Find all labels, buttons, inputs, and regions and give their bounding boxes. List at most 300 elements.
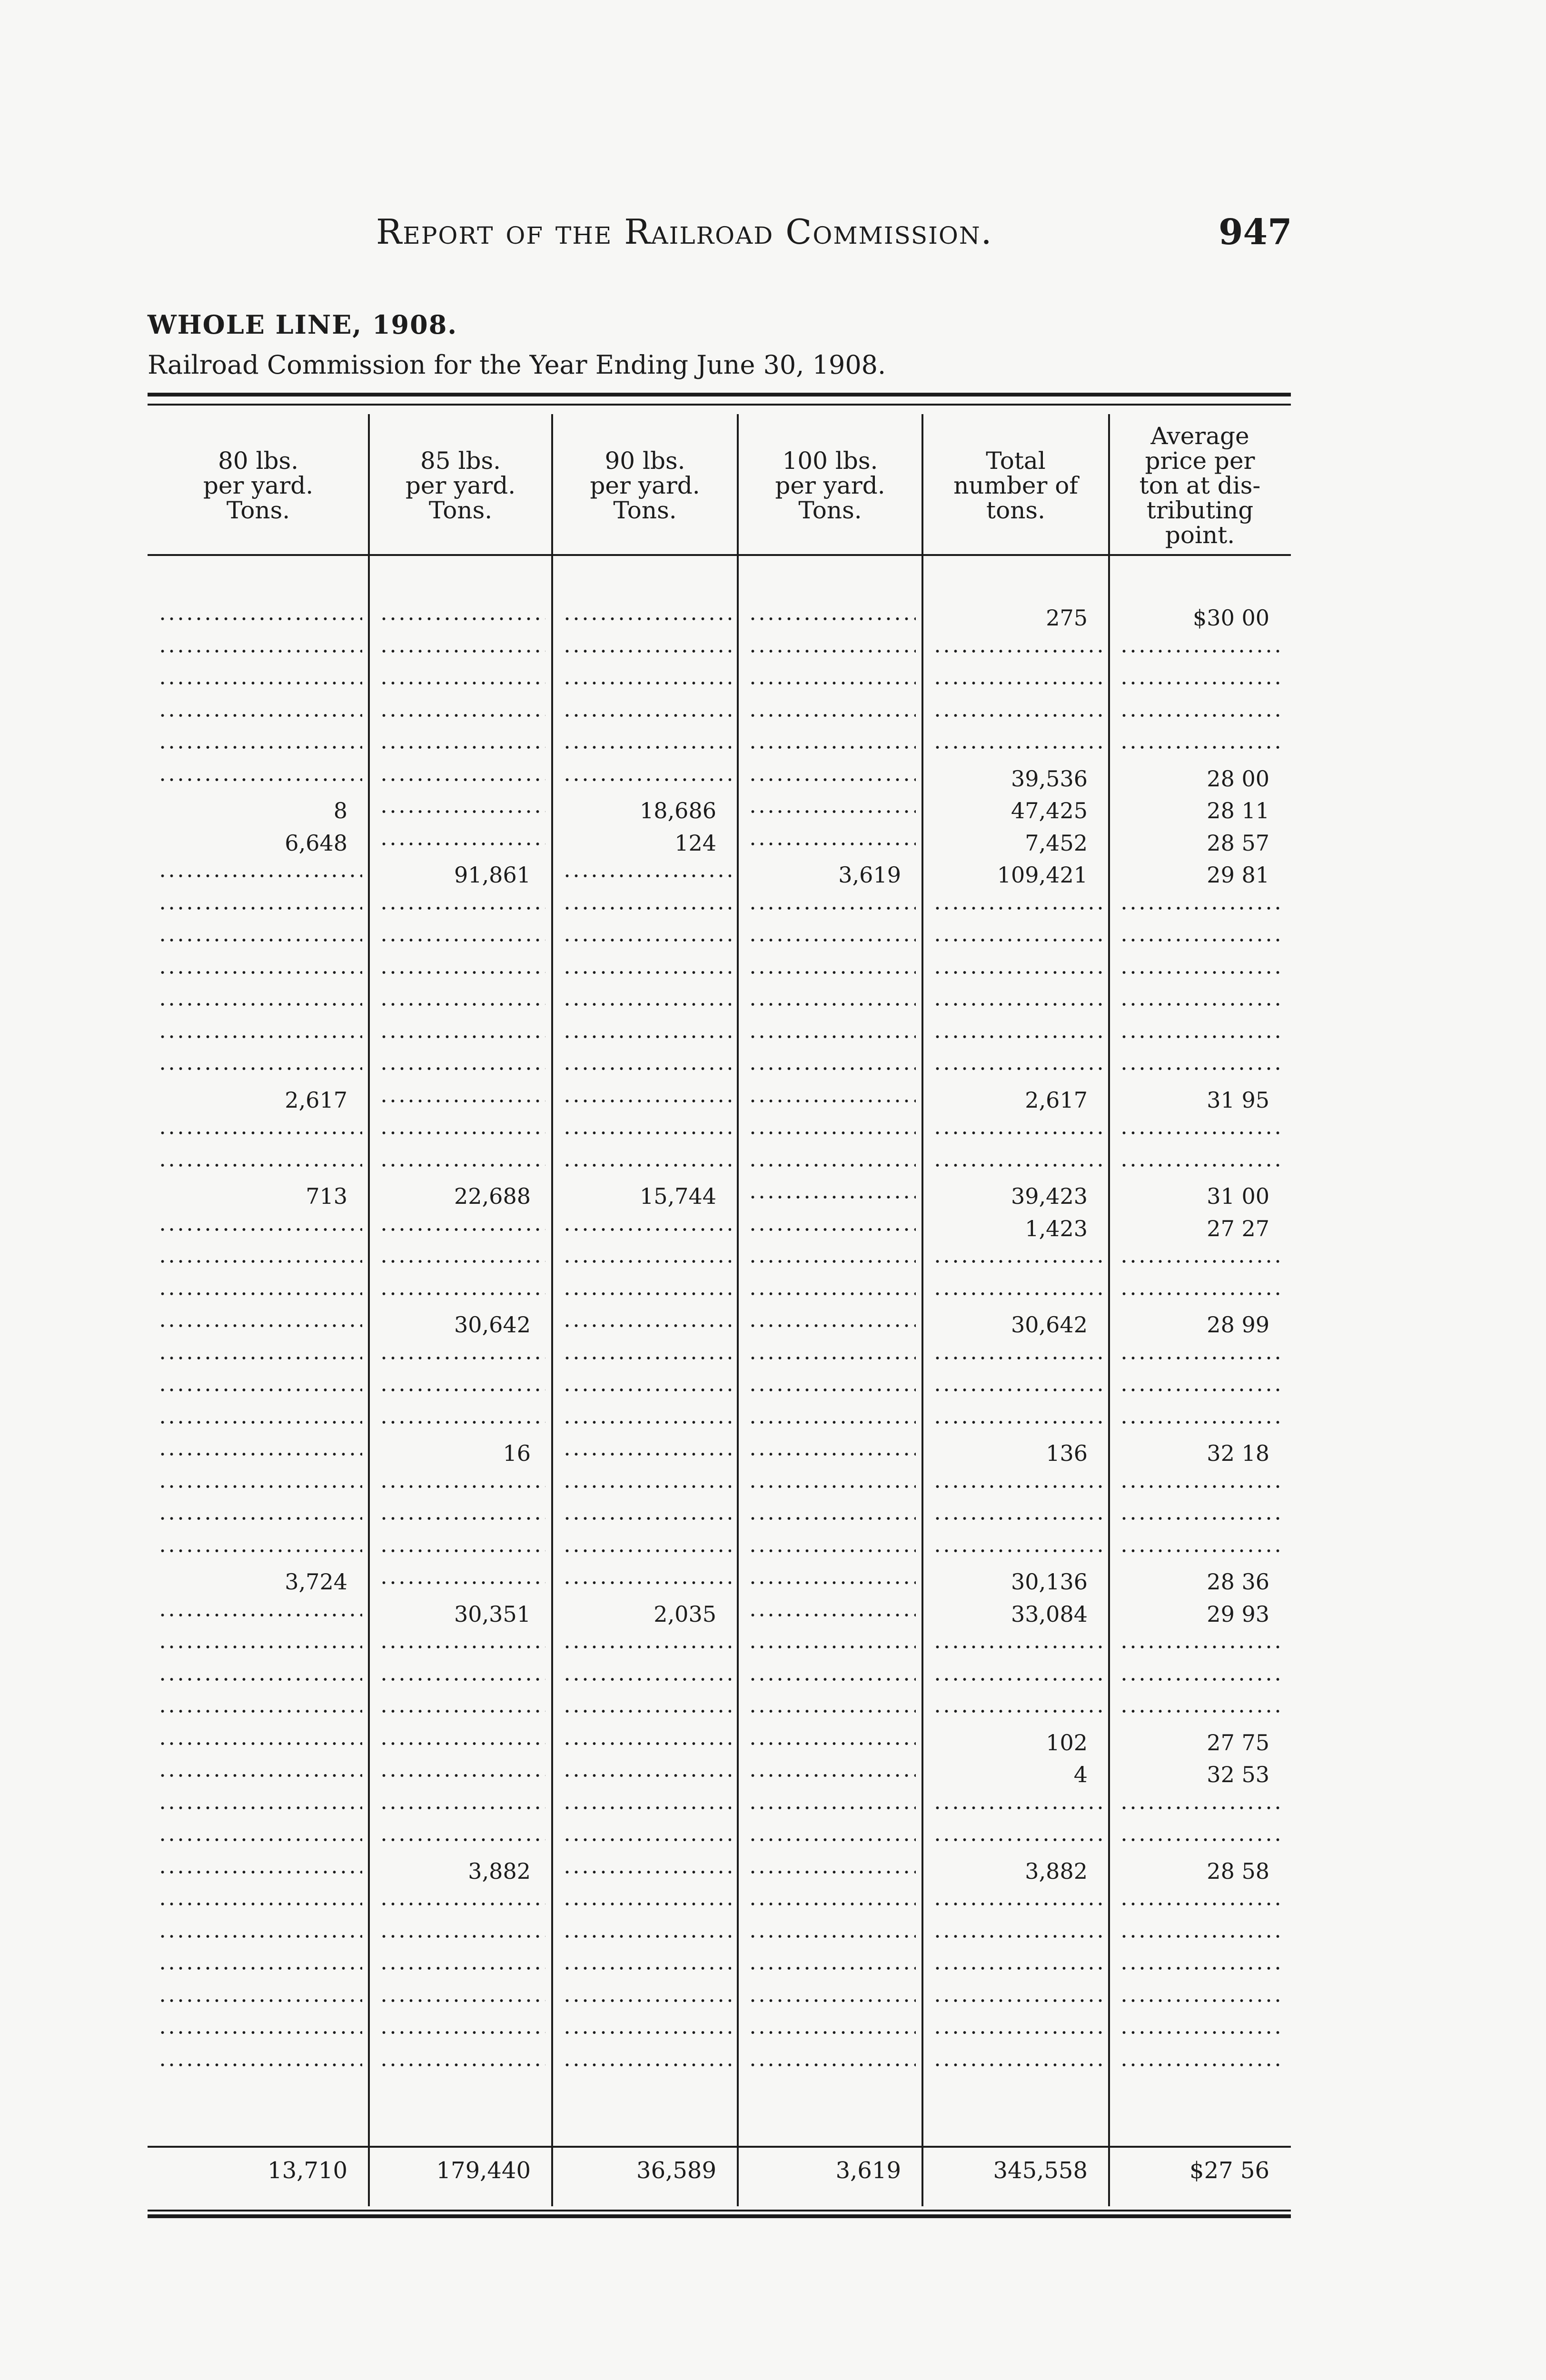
dot-leader: [748, 1646, 916, 1648]
bottom-double-rule-lower: [148, 2214, 1291, 2218]
column-header-3: 90 lbs. per yard. Tons.: [590, 447, 700, 524]
dot-leader-dots: [158, 1999, 362, 2002]
dot-leader: [379, 1131, 545, 1134]
dot-leader: [158, 1485, 362, 1488]
dot-leader: [933, 2031, 1102, 2034]
dot-leader-dots: [158, 1357, 362, 1359]
dot-leader: [933, 714, 1102, 717]
dot-leader-dots: [1120, 939, 1284, 942]
dot-leader-dots: [158, 1164, 362, 1167]
dot-leader-dots: [379, 650, 545, 653]
dot-leader: [933, 907, 1102, 910]
dot-leader: [158, 1710, 362, 1713]
dot-leader: [748, 1678, 916, 1681]
dot-leader: [933, 1806, 1102, 1809]
dot-leader: [563, 1517, 731, 1520]
table-cell: 33,084: [1011, 1601, 1088, 1627]
dot-leader-dots: [563, 1774, 731, 1777]
dot-leader-dots: [748, 1453, 916, 1456]
dot-leader: [379, 1838, 545, 1841]
dot-leader: [1120, 1935, 1284, 1938]
dot-leader-dots: [379, 1260, 545, 1263]
dot-leader-dots: [158, 1485, 362, 1488]
dot-leader-dots: [748, 907, 916, 910]
dot-leader: [1120, 971, 1284, 974]
dot-leader-dots: [379, 1164, 545, 1167]
dot-leader: [379, 1388, 545, 1391]
dot-leader: [1120, 1806, 1284, 1809]
dot-leader: [933, 1935, 1102, 1938]
dot-leader-dots: [748, 714, 916, 717]
page-number: 947: [1219, 212, 1292, 253]
dot-leader-dots: [158, 2063, 362, 2066]
dot-leader: [563, 1421, 731, 1424]
dot-leader: [748, 1228, 916, 1231]
dot-leader-dots: [379, 1100, 545, 1102]
dot-leader: [933, 1646, 1102, 1648]
dot-leader: [158, 1003, 362, 1006]
dot-leader: [748, 1710, 916, 1713]
dot-leader: [158, 714, 362, 717]
dot-leader-dots: [1120, 1003, 1284, 1006]
dot-leader-dots: [379, 1421, 545, 1424]
table-cell: 275: [1046, 605, 1088, 631]
table-cell: 3,619: [838, 862, 901, 888]
dot-leader: [933, 1421, 1102, 1424]
column-divider: [1108, 414, 1110, 2206]
dot-leader: [1120, 1485, 1284, 1488]
dot-leader-dots: [158, 1967, 362, 1970]
dot-leader-dots: [158, 1710, 362, 1713]
dot-leader: [563, 714, 731, 717]
dot-leader-dots: [379, 1517, 545, 1520]
dot-leader-dots: [563, 2063, 731, 2066]
dot-leader-dots: [379, 810, 545, 813]
dot-leader: [563, 1903, 731, 1905]
table-cell: 3,882: [1025, 1858, 1088, 1884]
dot-leader-dots: [748, 682, 916, 684]
dot-leader: [563, 1549, 731, 1552]
dot-leader-dots: [563, 1292, 731, 1295]
dot-leader-dots: [1120, 746, 1284, 749]
table-cell: 4: [1073, 1762, 1088, 1787]
dot-leader: [748, 1485, 916, 1488]
dot-leader-dots: [563, 874, 731, 877]
dot-leader: [748, 810, 916, 813]
dot-leader-dots: [1120, 1549, 1284, 1552]
dot-leader: [379, 1164, 545, 1167]
dot-leader: [379, 1357, 545, 1359]
dot-leader: [563, 746, 731, 749]
table-cell: 2,617: [285, 1087, 347, 1113]
dot-leader: [933, 1292, 1102, 1295]
dot-leader-dots: [563, 1100, 731, 1102]
dot-leader-dots: [1120, 1517, 1284, 1520]
dot-leader: [748, 1871, 916, 1874]
dot-leader-dots: [748, 1646, 916, 1648]
dot-leader: [563, 1742, 731, 1745]
dot-leader-dots: [379, 746, 545, 749]
dot-leader: [748, 1742, 916, 1745]
dot-leader-dots: [933, 1357, 1102, 1359]
dot-leader: [158, 1838, 362, 1841]
dot-leader: [379, 682, 545, 684]
dot-leader-dots: [1120, 1421, 1284, 1424]
dot-leader: [158, 1260, 362, 1263]
dot-leader: [379, 1003, 545, 1006]
dot-leader-dots: [379, 1549, 545, 1552]
dot-leader: [158, 1646, 362, 1648]
dot-leader-dots: [748, 1838, 916, 1841]
dot-leader: [158, 971, 362, 974]
dot-leader-dots: [1120, 1903, 1284, 1905]
table-cell: 28 36: [1207, 1569, 1269, 1595]
dot-leader-dots: [563, 1035, 731, 1038]
dot-leader: [379, 1678, 545, 1681]
dot-leader: [379, 1774, 545, 1777]
dot-leader-dots: [158, 1646, 362, 1648]
table-cell: 109,421: [997, 862, 1088, 888]
dot-leader: [379, 1710, 545, 1713]
dot-leader-dots: [748, 746, 916, 749]
table-cell: 30,642: [1011, 1312, 1088, 1338]
dot-leader-dots: [748, 1871, 916, 1874]
total-cell: 13,710: [268, 2157, 347, 2184]
dot-leader: [748, 1967, 916, 1970]
table-cell: 22,688: [454, 1183, 531, 1209]
dot-leader-dots: [563, 1838, 731, 1841]
dot-leader-dots: [379, 939, 545, 942]
dot-leader: [379, 2031, 545, 2034]
dot-leader-dots: [563, 1967, 731, 1970]
table-cell: 2,617: [1025, 1087, 1088, 1113]
dot-leader-dots: [1120, 682, 1284, 684]
dot-leader: [379, 1581, 545, 1584]
dot-leader: [379, 1935, 545, 1938]
dot-leader: [379, 1100, 545, 1102]
table-cell: 32 18: [1207, 1440, 1269, 1466]
dot-leader-dots: [933, 1131, 1102, 1134]
table-cell: 28 11: [1207, 798, 1269, 823]
dot-leader: [379, 843, 545, 845]
dot-leader-dots: [748, 2031, 916, 2034]
dot-leader-dots: [379, 617, 545, 620]
table-cell: 91,861: [454, 862, 531, 888]
dot-leader: [158, 1806, 362, 1809]
dot-leader-dots: [563, 1581, 731, 1584]
dot-leader: [158, 1742, 362, 1745]
dot-leader-dots: [379, 1131, 545, 1134]
table-cell: 6,648: [285, 830, 347, 856]
dot-leader-dots: [1120, 971, 1284, 974]
dot-leader: [563, 971, 731, 974]
dot-leader-dots: [933, 1903, 1102, 1905]
dot-leader: [933, 1388, 1102, 1391]
dot-leader: [379, 1035, 545, 1038]
dot-leader: [563, 1485, 731, 1488]
dot-leader: [158, 1131, 362, 1134]
dot-leader: [563, 1003, 731, 1006]
table-cell: 28 57: [1207, 830, 1269, 856]
dot-leader: [748, 1453, 916, 1456]
dot-leader: [1120, 1549, 1284, 1552]
dot-leader-dots: [379, 1292, 545, 1295]
dot-leader: [379, 1485, 545, 1488]
dot-leader-dots: [158, 617, 362, 620]
dot-leader: [158, 1967, 362, 1970]
dot-leader-dots: [933, 714, 1102, 717]
dot-leader: [1120, 1517, 1284, 1520]
dot-leader: [1120, 1003, 1284, 1006]
column-header-1: 80 lbs. per yard. Tons.: [203, 447, 314, 524]
table-cell: 28 58: [1207, 1858, 1269, 1884]
dot-leader: [933, 1838, 1102, 1841]
dot-leader: [158, 2031, 362, 2034]
column-divider: [551, 414, 553, 2206]
table-cell: 32 53: [1207, 1762, 1269, 1787]
dot-leader-dots: [563, 1903, 731, 1905]
dot-leader-dots: [158, 746, 362, 749]
dot-leader: [379, 778, 545, 781]
table-cell: 39,536: [1011, 765, 1088, 792]
table-cell: 31 00: [1207, 1183, 1269, 1209]
top-double-rule-lower: [148, 404, 1291, 406]
dot-leader: [158, 1035, 362, 1038]
section-title: WHOLE LINE, 1908.: [148, 309, 458, 340]
dot-leader: [1120, 746, 1284, 749]
dot-leader-dots: [379, 1678, 545, 1681]
dot-leader-dots: [1120, 1806, 1284, 1809]
dot-leader-dots: [158, 1678, 362, 1681]
dot-leader-dots: [379, 1935, 545, 1938]
dot-leader-dots: [748, 810, 916, 813]
dot-leader-dots: [933, 2063, 1102, 2066]
dot-leader-dots: [563, 1935, 731, 1938]
dot-leader-dots: [379, 1485, 545, 1488]
dot-leader: [748, 1357, 916, 1359]
table-cell: 1,423: [1025, 1215, 1088, 1241]
dot-leader-dots: [933, 1485, 1102, 1488]
dot-leader-dots: [158, 1774, 362, 1777]
total-cell: 3,619: [835, 2157, 901, 2184]
dot-leader: [379, 714, 545, 717]
column-header-5: Total number of tons.: [953, 447, 1078, 524]
dot-leader: [379, 1260, 545, 1263]
table-cell: 2,035: [654, 1601, 716, 1627]
table-cell: 29 93: [1207, 1601, 1269, 1627]
table-cell: 102: [1046, 1729, 1088, 1755]
dot-leader: [158, 1067, 362, 1070]
dot-leader: [379, 746, 545, 749]
dot-leader: [563, 874, 731, 877]
table-cell: 29 81: [1207, 862, 1269, 888]
dot-leader: [933, 1517, 1102, 1520]
dot-leader-dots: [748, 1774, 916, 1777]
dot-leader-dots: [379, 1806, 545, 1809]
dot-leader: [748, 1806, 916, 1809]
dot-leader: [748, 1292, 916, 1295]
dot-leader: [1120, 1260, 1284, 1263]
dot-leader: [563, 682, 731, 684]
column-header-2: 85 lbs. per yard. Tons.: [405, 447, 516, 524]
table-cell: 136: [1046, 1440, 1088, 1466]
dot-leader-dots: [933, 1838, 1102, 1841]
dot-leader: [1120, 939, 1284, 942]
dot-leader-dots: [748, 1742, 916, 1745]
dot-leader-dots: [748, 1164, 916, 1167]
dot-leader-dots: [158, 682, 362, 684]
dot-leader: [379, 1999, 545, 2002]
table-cell: 18,686: [640, 798, 716, 823]
dot-leader-dots: [1120, 1485, 1284, 1488]
dot-leader: [563, 1067, 731, 1070]
dot-leader-dots: [563, 1999, 731, 2002]
dot-leader-dots: [563, 1324, 731, 1327]
dot-leader: [748, 1581, 916, 1584]
dot-leader-dots: [933, 1035, 1102, 1038]
table-cell: 27 75: [1207, 1729, 1269, 1755]
dot-leader-dots: [158, 1871, 362, 1874]
dot-leader-dots: [379, 682, 545, 684]
dot-leader-dots: [748, 1100, 916, 1102]
dot-leader: [748, 1999, 916, 2002]
dot-leader-dots: [563, 650, 731, 653]
dot-leader: [158, 650, 362, 653]
dot-leader: [933, 746, 1102, 749]
dot-leader-dots: [933, 1710, 1102, 1713]
table-cell: 15,744: [640, 1183, 716, 1209]
dot-leader-dots: [748, 1581, 916, 1584]
dot-leader-dots: [933, 1260, 1102, 1263]
dot-leader: [379, 1228, 545, 1231]
dot-leader-dots: [1120, 1164, 1284, 1167]
dot-leader-dots: [933, 2031, 1102, 2034]
dot-leader: [748, 714, 916, 717]
dot-leader-dots: [158, 1806, 362, 1809]
dot-leader: [563, 1035, 731, 1038]
dot-leader-dots: [1120, 1131, 1284, 1134]
dot-leader-dots: [379, 1838, 545, 1841]
dot-leader-dots: [158, 1517, 362, 1520]
dot-leader: [933, 2063, 1102, 2066]
dot-leader: [158, 682, 362, 684]
dot-leader: [748, 1935, 916, 1938]
dot-leader-dots: [158, 1324, 362, 1327]
dot-leader: [158, 2063, 362, 2066]
dot-leader: [379, 617, 545, 620]
dot-leader-dots: [748, 1260, 916, 1263]
dot-leader: [563, 1100, 731, 1102]
dot-leader-dots: [158, 1131, 362, 1134]
dot-leader-dots: [563, 2031, 731, 2034]
dot-leader: [748, 1131, 916, 1134]
dot-leader-dots: [158, 778, 362, 781]
dot-leader-dots: [379, 1003, 545, 1006]
total-cell: 179,440: [436, 2157, 531, 2184]
table-cell: 28 00: [1207, 765, 1269, 792]
dot-leader-dots: [748, 1035, 916, 1038]
dot-leader: [158, 1228, 362, 1231]
dot-leader: [1120, 714, 1284, 717]
dot-leader: [1120, 1903, 1284, 1905]
table-cell: 31 95: [1207, 1087, 1269, 1113]
dot-leader-dots: [158, 971, 362, 974]
totals-rule: [148, 2146, 1291, 2148]
dot-leader: [158, 1388, 362, 1391]
dot-leader: [1120, 2031, 1284, 2034]
dot-leader-dots: [1120, 1935, 1284, 1938]
dot-leader: [158, 1935, 362, 1938]
dot-leader: [933, 1967, 1102, 1970]
dot-leader-dots: [563, 1742, 731, 1745]
dot-leader-dots: [379, 1581, 545, 1584]
dot-leader-dots: [158, 1388, 362, 1391]
dot-leader: [1120, 1067, 1284, 1070]
table-subtitle: Railroad Commission for the Year Ending June 30, 1908.: [148, 350, 886, 380]
dot-leader-dots: [563, 939, 731, 942]
dot-leader-dots: [563, 1164, 731, 1167]
dot-leader: [748, 1838, 916, 1841]
dot-leader-dots: [1120, 907, 1284, 910]
dot-leader: [1120, 1421, 1284, 1424]
dot-leader: [158, 1549, 362, 1552]
dot-leader-dots: [379, 1742, 545, 1745]
dot-leader: [379, 1806, 545, 1809]
dot-leader-dots: [379, 971, 545, 974]
dot-leader-dots: [933, 1421, 1102, 1424]
dot-leader: [748, 1260, 916, 1263]
dot-leader: [1120, 1999, 1284, 2002]
column-header-6: Average price per ton at dis- tributing point.: [1139, 422, 1261, 549]
table-cell: 7,452: [1025, 830, 1088, 856]
dot-leader: [748, 1164, 916, 1167]
dot-leader: [379, 810, 545, 813]
table-cell: 16: [503, 1440, 531, 1466]
dot-leader-dots: [933, 1646, 1102, 1648]
dot-leader-dots: [379, 1710, 545, 1713]
dot-leader: [158, 1614, 362, 1616]
dot-leader: [748, 907, 916, 910]
dot-leader-dots: [933, 939, 1102, 942]
dot-leader-dots: [563, 1388, 731, 1391]
dot-leader: [748, 1549, 916, 1552]
dot-leader: [748, 682, 916, 684]
dot-leader-dots: [379, 2031, 545, 2034]
dot-leader: [158, 907, 362, 910]
dot-leader-dots: [379, 714, 545, 717]
dot-leader: [748, 746, 916, 749]
dot-leader: [933, 650, 1102, 653]
dot-leader-dots: [379, 1357, 545, 1359]
dot-leader-dots: [563, 1357, 731, 1359]
dot-leader-dots: [158, 2031, 362, 2034]
table-cell: 47,425: [1011, 798, 1088, 823]
dot-leader: [1120, 1292, 1284, 1295]
dot-leader: [379, 971, 545, 974]
dot-leader-dots: [1120, 714, 1284, 717]
dot-leader: [158, 1357, 362, 1359]
table-cell: 39,423: [1011, 1183, 1088, 1209]
dot-leader: [158, 1421, 362, 1424]
dot-leader: [748, 1067, 916, 1070]
dot-leader-dots: [563, 1710, 731, 1713]
dot-leader: [1120, 1035, 1284, 1038]
dot-leader: [748, 1035, 916, 1038]
dot-leader: [158, 1517, 362, 1520]
dot-leader-dots: [158, 1292, 362, 1295]
dot-leader-dots: [933, 1067, 1102, 1070]
dot-leader: [563, 1871, 731, 1874]
